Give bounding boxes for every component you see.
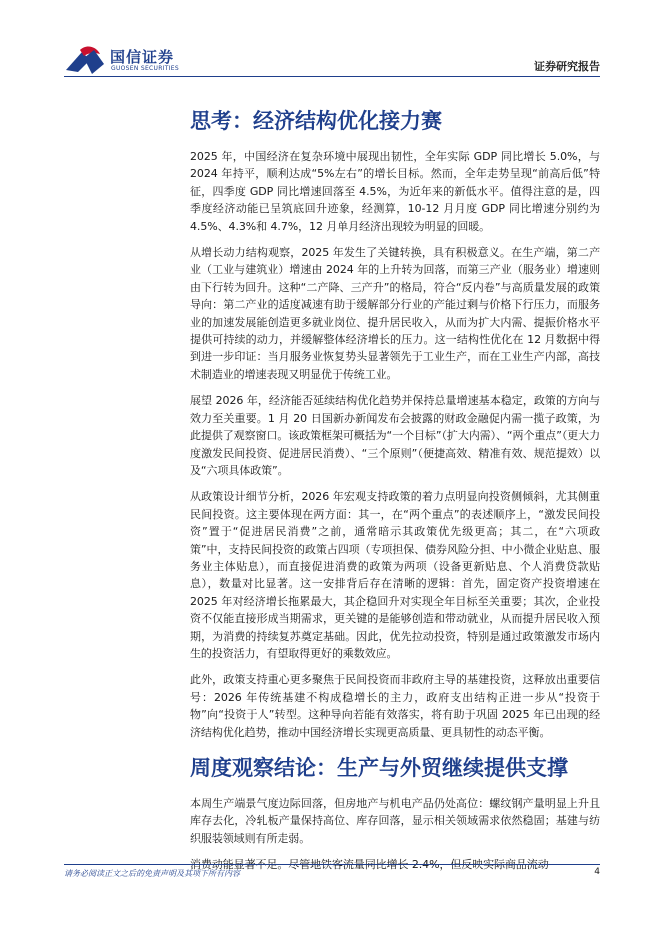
paragraph: 本周生产端景气度边际回落，但房地产与机电产品仍处高位：螺纹钢产量明显上升且库存去化，冷轧板产量保持高位、库存回落，显示相关领域需求依然稳固；基建与纺织服装领域则有所走弱。: [190, 797, 600, 845]
logo-chinese-name: 国信证券: [110, 48, 175, 66]
paragraph: 2025 年，中国经济在复杂环境中展现出韧性，全年实际 GDP 同比增长 5.0%，与 2024 年持平，顺利达成“5%左右”的增长目标。然而，全年走势呈现“前高后低”特征，四季度 GDP 同比增速回落至 4.5%，为近年来的新低水平。值得注意的是，四季度经济动能已呈筑底回升迹象，经测算，10-12 月月度 GDP 同比增速分别约为 4.5%、4.3%和 4.7%，12 月单月经济出现较为明显的回暖。: [190, 150, 600, 233]
footer-divider: [64, 864, 600, 865]
paragraph: 此外，政策支持重心更多聚焦于民间投资而非政府主导的基建投资，这释放出重要信号：2026 年传统基建不构成稳增长的主力，政府支出结构正进一步从“投资于物”向“投资于人”转型。这种导向若能有效落实，将有助于巩固 2025 年已出现的经济结构优化趋势，推动中国经济增长实现更高质量、更具韧性的动态平衡。: [190, 673, 600, 739]
paragraph: 从增长动力结构观察，2025 年发生了关键转换，具有积极意义。在生产端，第二产业（工业与建筑业）增速由 2024 年的上升转为回落，而第三产业（服务业）增速则由下行转为回升。这种“二产降、三产升”的格局，符合“反内卷”与高质量发展的政策导向：第二产业的适度减速有助于缓解部分行业的产能过剩与价格下行压力，而服务业的加速发展能创造更多就业岗位、提升居民收入，从而为扩大内需、提振价格水平提供可持续的动力，并缓解整体经济增长的压力。这一结构性优化在 12 月数据中得到进一步印证：当月服务业恢复势头显著领先于工业生产，而在工业生产内部，高技术制造业的增速表现又明显优于传统工业。: [190, 246, 600, 381]
report-type-label: 证券研究报告: [534, 60, 600, 73]
section-thinking: [190, 106, 600, 741]
page-header: [0, 0, 662, 78]
section-weekly-observation: [190, 753, 600, 874]
page-number: 4: [594, 867, 600, 877]
paragraph: 展望 2026 年，经济能否延续结构优化趋势并保持总量增速基本稳定，政策的方向与效力至关重要。1 月 20 日国新办新闻发布会披露的财政金融促内需一揽子政策，为此提供了观察窗口。该政策框架可概括为“一个目标”（扩大内需）、“两个重点”（更大力度激发民间投资、促进居民消费）、“三个原则”（便捷高效、精准有效、规范提效）以及“六项具体政策”。: [190, 394, 601, 477]
company-logo: [64, 44, 194, 78]
section-title: 周度观察结论：生产与外贸继续提供支撑: [190, 756, 568, 780]
main-content: [190, 94, 600, 883]
guosen-logo-icon: [64, 44, 106, 76]
section-title: 思考：经济结构优化接力赛: [190, 109, 442, 133]
logo-english-name: GUOSEN SECURITIES: [111, 65, 180, 72]
paragraph: 从政策设计细节分析，2026 年宏观支持政策的着力点明显向投资侧倾斜，尤其侧重民间投资。这主要体现在两方面：其一，在“两个重点”的表述顺序上，“激发民间投资”置于“促进居民消费”之前，通常暗示其政策优先级更高；其二，在“六项政策”中，支持民间投资的政策占四项（专项担保、债券风险分担、中小微企业贴息、服务业主体贴息），而直接促进消费的政策为两项（设备更新贴息、个人消费贷款贴息），数量对比显著。这一安排背后存在清晰的逻辑：首先，固定资产投资增速在 2025 年对经济增长拖累最大，其企稳回升对实现全年目标至关重要；其次，企业投资不仅能直接形成当期需求，更关键的是能够创造和带动就业，从而提升居民收入预期，为消费的持续复苏奠定基础。因此，优先拉动投资，特别是通过政策激发市场内生的投资活力，有望取得更好的乘数效应。: [190, 490, 600, 660]
header-divider: [64, 76, 600, 77]
disclaimer-note: 请务必阅读正文之后的免责声明及其项下所有内容: [64, 869, 240, 878]
